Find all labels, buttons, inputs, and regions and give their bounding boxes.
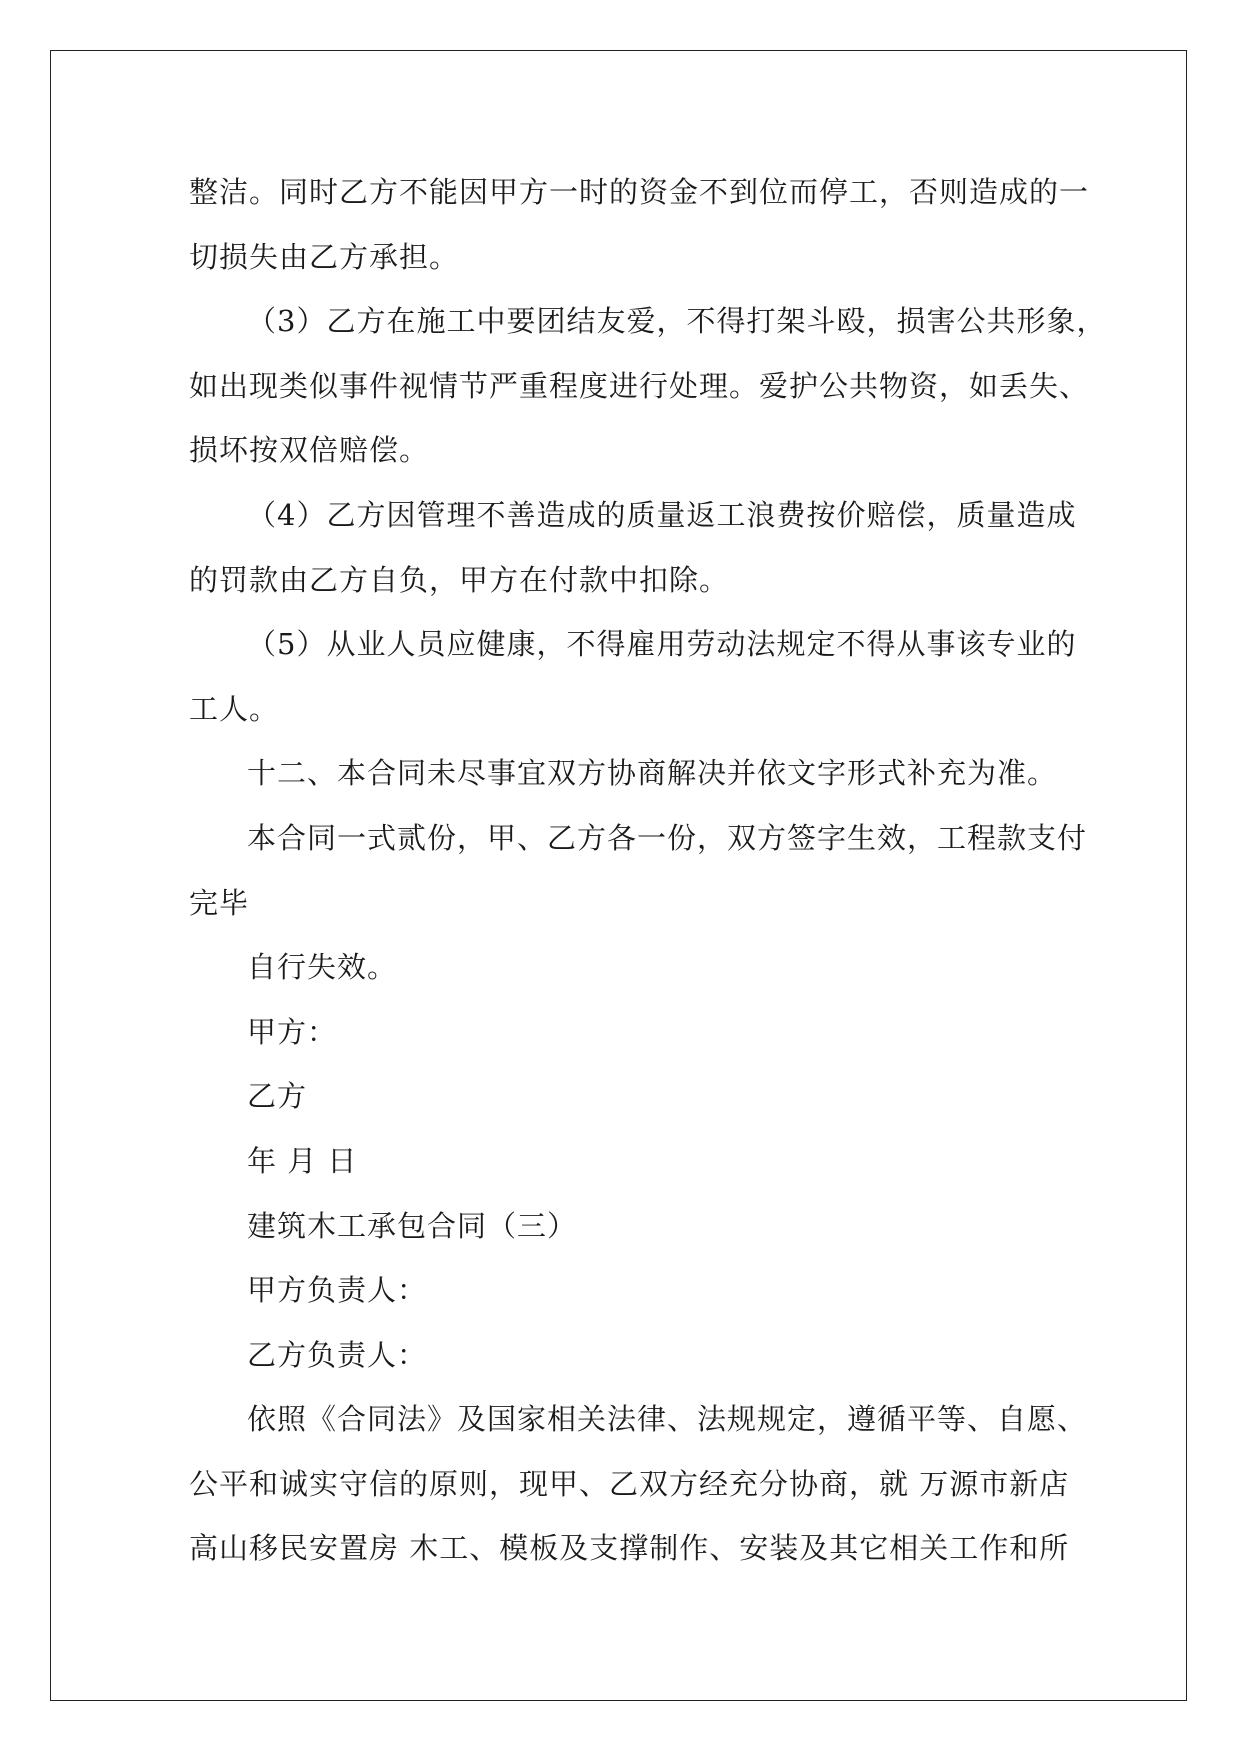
text-line: 本合同一式贰份，甲、乙方各一份，双方签字生效，工程款支付 (247, 820, 1088, 855)
text-line: 公平和诚实守信的原则，现甲、乙双方经充分协商，就 万源市新店 (189, 1466, 1070, 1501)
text-line: 乙方负责人： (247, 1337, 428, 1372)
text-line: 如出现类似事件视情节严重程度进行处理。爱护公共物资，如丢失、 (189, 368, 1090, 403)
text-line: （3）乙方在施工中要团结友爱，不得打架斗殴，损害公共形象， (247, 304, 1107, 339)
text-line: 依照《合同法》及国家相关法律、法规规定，遵循平等、自愿、 (247, 1402, 1088, 1437)
text-line: 的罚款由乙方自负，甲方在付款中扣除。 (189, 562, 730, 597)
text-line: 甲方： (247, 1014, 338, 1049)
text-line: 建筑木工承包合同（三） (247, 1208, 578, 1243)
text-line: 乙方 (247, 1079, 308, 1114)
text-line: （5）从业人员应健康，不得雇用劳动法规定不得从事该专业的 (247, 627, 1077, 662)
text-line: 损坏按双倍赔偿。 (189, 433, 430, 468)
text-line: 年 月 日 (247, 1143, 358, 1178)
text-line: 甲方负责人： (247, 1273, 428, 1308)
text-line: 工人。 (189, 691, 280, 726)
text-line: 整洁。同时乙方不能因甲方一时的资金不到位而停工，否则造成的一 (189, 175, 1090, 209)
text-line: 完毕 (189, 885, 250, 920)
text-line: （4）乙方因管理不善造成的质量返工浪费按价赔偿，质量造成 (247, 497, 1077, 532)
text-line: 高山移民安置房 木工、模板及支撑制作、安装及其它相关工作和所 (189, 1531, 1070, 1566)
text-line: 十二、本合同未尽事宜双方协商解决并依文字形式补充为准。 (247, 756, 1058, 791)
document-body (189, 160, 1107, 1581)
text-line: 自行失效。 (247, 950, 398, 985)
text-line: 切损失由乙方承担。 (189, 239, 460, 274)
